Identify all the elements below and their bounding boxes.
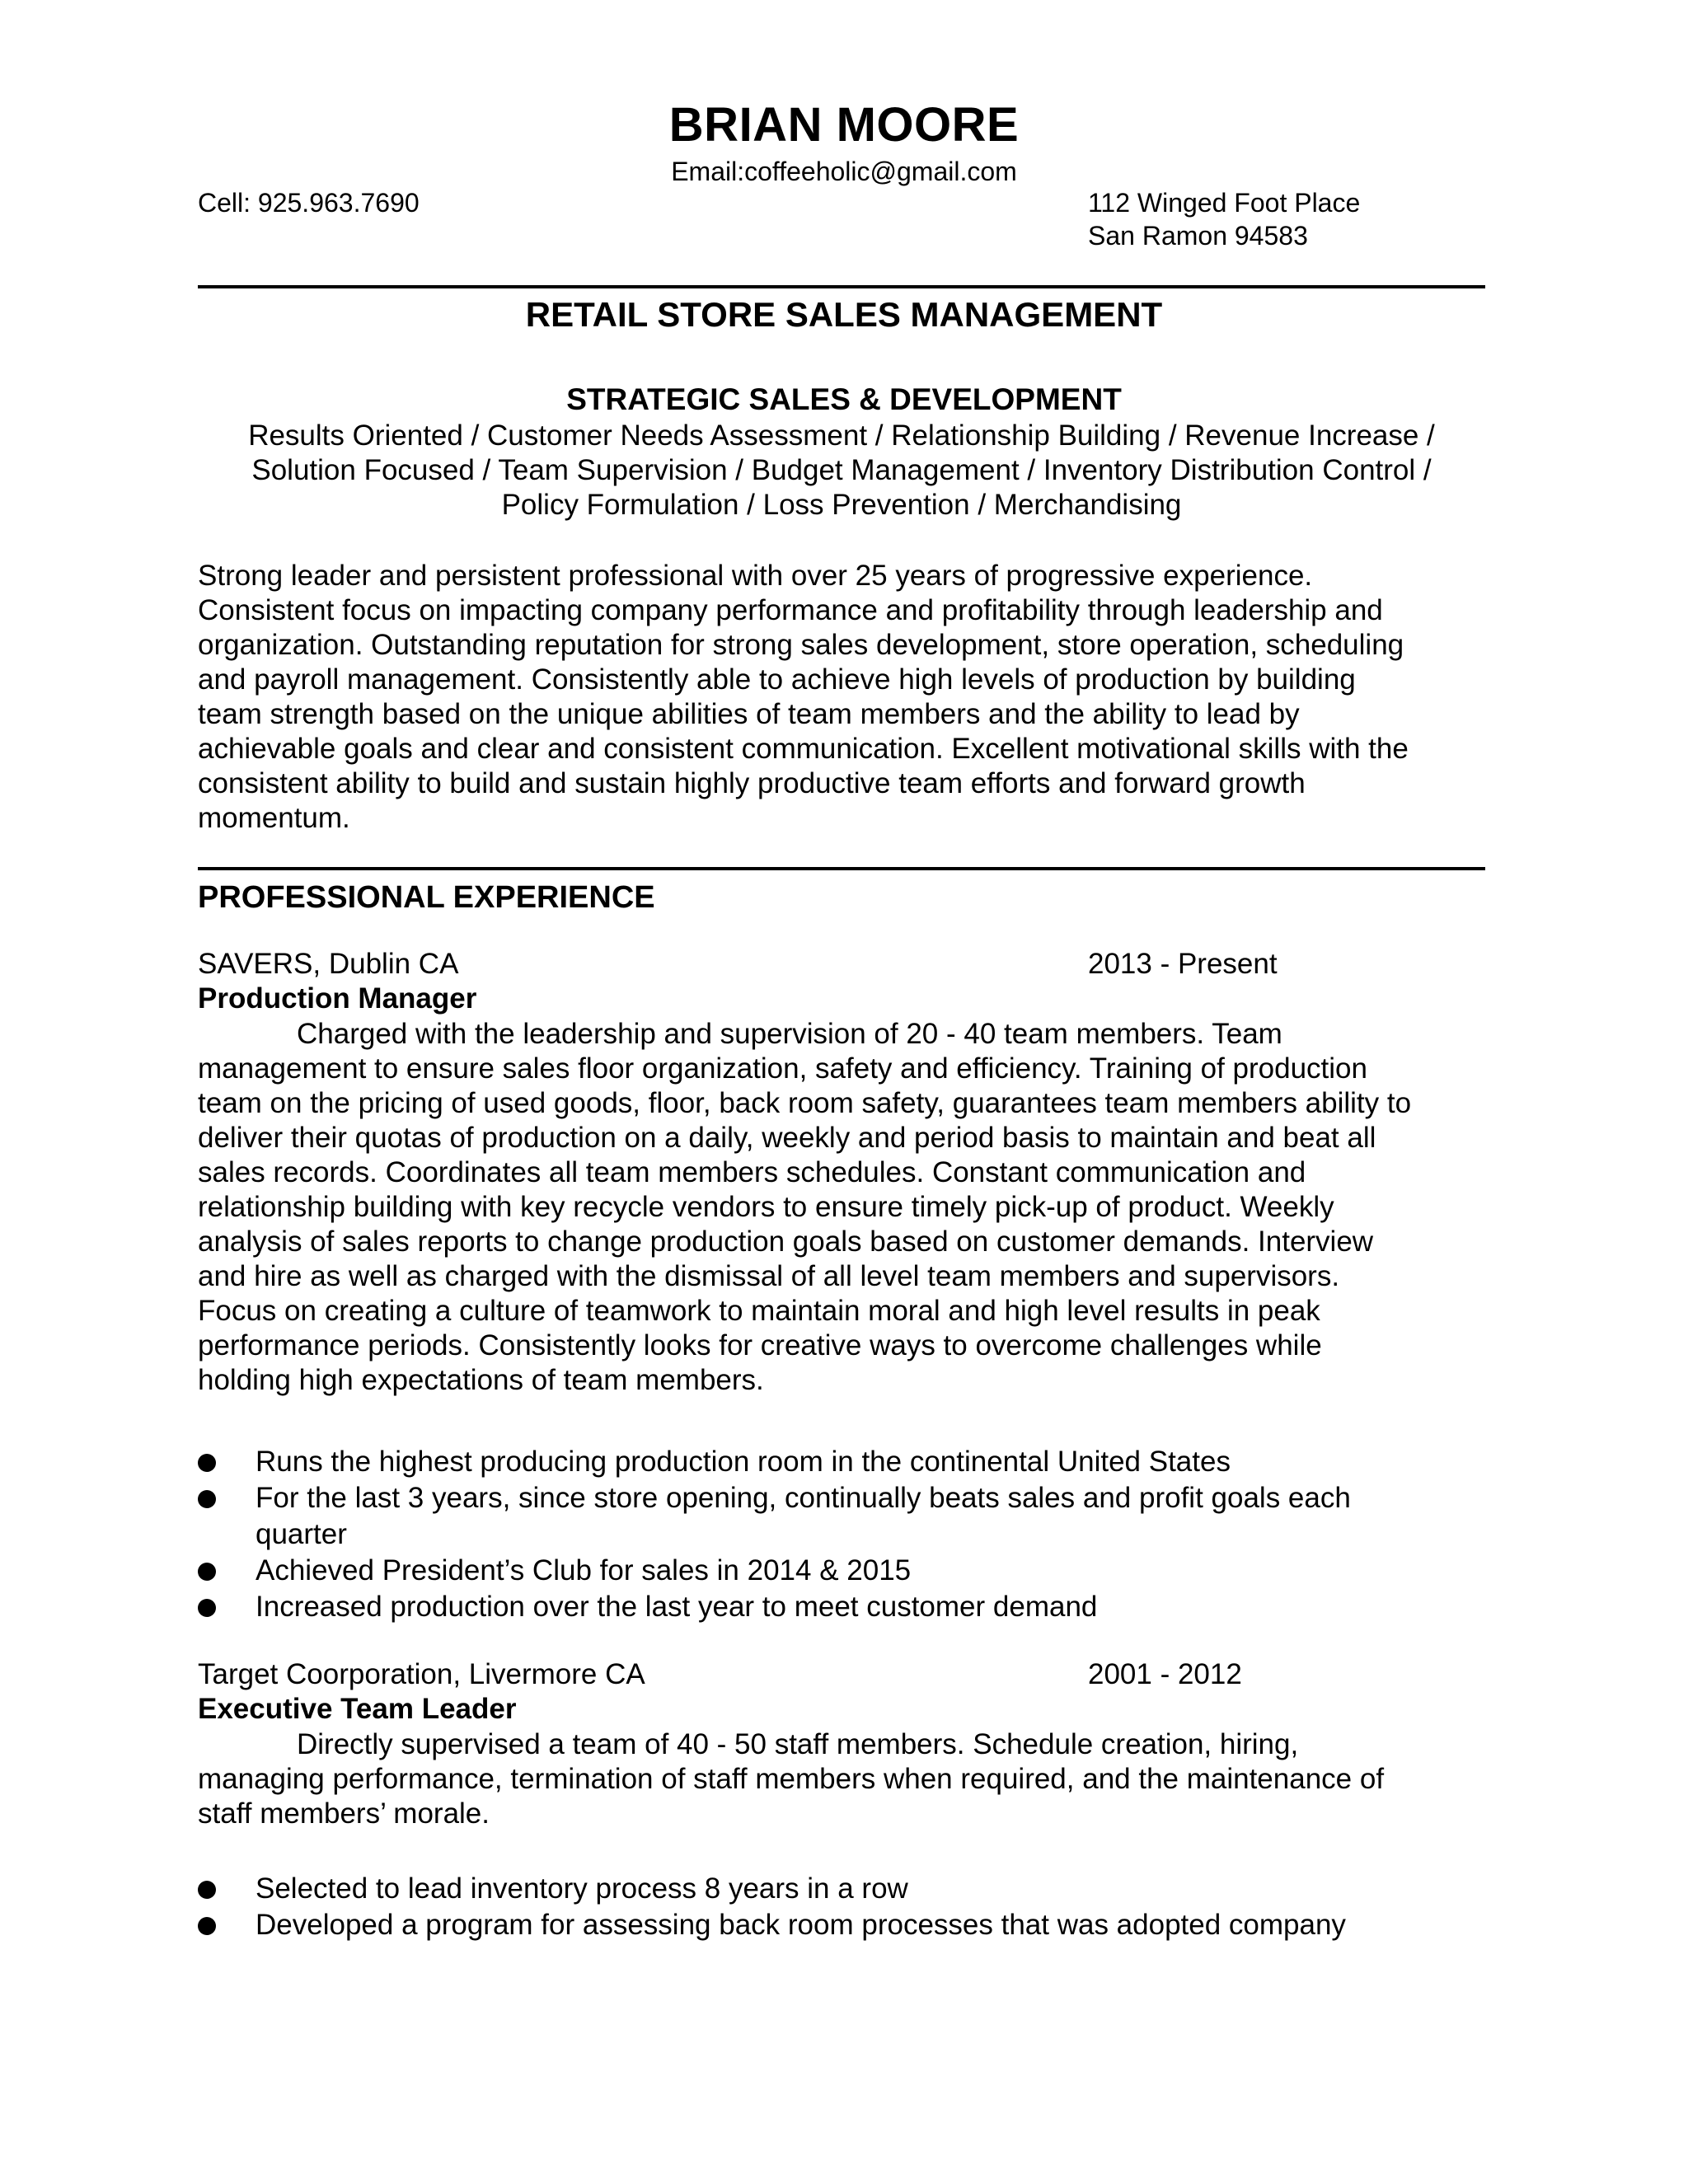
job-dates: 2001 - 2012 — [1088, 1658, 1242, 1690]
summary-line: consistent ability to build and sustain highly productive team efforts and forward growth — [198, 767, 1306, 799]
keywords-line: Solution Focused / Team Supervision / Budget Management / Inventory Distribution Control / — [251, 454, 1432, 486]
job-description — [198, 1017, 1500, 1398]
section-title-experience: PROFESSIONAL EXPERIENCE — [198, 880, 655, 915]
summary-line: organization. Outstanding reputation for strong sales development, store operation, scheduling — [198, 629, 1404, 661]
description-line: and hire as well as charged with the dismissal of all level team members and supervisors. — [198, 1260, 1340, 1292]
achievements-list — [198, 1871, 1500, 1943]
list-item-text: Developed a program for assessing back room processes that was adopted company — [256, 1909, 1346, 1941]
list-item-text: Achieved President’s Club for sales in 2014 & 2015 — [256, 1554, 912, 1586]
address-city: San Ramon 94583 — [1088, 221, 1308, 251]
description-line: staff members’ morale. — [198, 1797, 490, 1830]
list-item — [198, 1444, 1500, 1480]
keywords-line: Results Oriented / Customer Needs Assessment / Relationship Building / Revenue Increase / — [248, 419, 1435, 452]
bullet-icon — [198, 1881, 216, 1899]
summary-line: Strong leader and persistent professional with over 25 years of progressive experience. — [198, 560, 1313, 592]
bullet-icon — [198, 1599, 216, 1617]
email-line: Email:coffeeholic@gmail.com — [671, 157, 1017, 186]
list-item-text: Runs the highest producing production room in the continental United States — [256, 1446, 1231, 1478]
achievements-list — [198, 1444, 1500, 1625]
description-line: relationship building with key recycle vendors to ensure timely pick-up of product. Weekly — [198, 1191, 1334, 1223]
description-line: Directly supervised a team of 40 - 50 staff members. Schedule creation, hiring, — [297, 1728, 1299, 1760]
description-line: deliver their quotas of production on a daily, weekly and period basis to maintain and beat all — [198, 1122, 1376, 1154]
list-item-text: Increased production over the last year to meet customer demand — [256, 1591, 1098, 1623]
address-street: 112 Winged Foot Place — [1088, 188, 1361, 218]
summary-line: achievable goals and clear and consistent communication. Excellent motivational skills with the — [198, 733, 1409, 765]
description-line: team on the pricing of used goods, floor, back room safety, guarantees team members ability to — [198, 1087, 1412, 1119]
list-item-text: For the last 3 years, since store opening, continually beats sales and profit goals each — [256, 1482, 1351, 1514]
summary-paragraph — [198, 559, 1500, 836]
list-item-text: quarter — [256, 1518, 347, 1550]
cell-phone: Cell: 925.963.7690 — [198, 188, 420, 218]
header-divider — [198, 285, 1485, 288]
list-item — [198, 1871, 1500, 1907]
bullet-icon — [198, 1563, 216, 1581]
job-company: Target Coorporation, Livermore CA — [198, 1658, 645, 1690]
list-item — [198, 1553, 1500, 1589]
keywords-line: Policy Formulation / Loss Prevention / Merchandising — [501, 489, 1182, 521]
applicant-name: BRIAN MOORE — [668, 98, 1020, 152]
description-line: performance periods. Consistently looks for creative ways to overcome challenges while — [198, 1329, 1322, 1361]
description-line: managing performance, termination of staff members when required, and the maintenance of — [198, 1763, 1385, 1795]
resume-subheadline: STRATEGIC SALES & DEVELOPMENT — [566, 382, 1122, 416]
bullet-icon — [198, 1454, 216, 1472]
summary-line: Consistent focus on impacting company performance and profitability through leadership and — [198, 594, 1383, 626]
keywords-block — [198, 419, 1485, 523]
job-title: Executive Team Leader — [198, 1693, 517, 1725]
description-line: Charged with the leadership and supervision of 20 - 40 team members. Team — [297, 1018, 1282, 1050]
description-line: management to ensure sales floor organization, safety and efficiency. Training of production — [198, 1052, 1367, 1085]
description-line: Focus on creating a culture of teamwork to maintain moral and high level results in peak — [198, 1295, 1320, 1327]
job-company: SAVERS, Dublin CA — [198, 948, 459, 980]
description-line: holding high expectations of team members. — [198, 1364, 764, 1396]
job-description — [198, 1727, 1500, 1831]
list-item — [198, 1589, 1500, 1625]
description-line: sales records. Coordinates all team members schedules. Constant communication and — [198, 1156, 1306, 1188]
resume-headline: RETAIL STORE SALES MANAGEMENT — [525, 295, 1163, 334]
job-dates: 2013 - Present — [1088, 948, 1278, 980]
experience-divider — [198, 867, 1485, 870]
job-title: Production Manager — [198, 982, 477, 1015]
bullet-icon — [198, 1917, 216, 1935]
list-item — [198, 1480, 1500, 1553]
summary-line: team strength based on the unique abilities of team members and the ability to lead by — [198, 698, 1300, 730]
summary-line: momentum. — [198, 802, 350, 834]
description-line: analysis of sales reports to change production goals based on customer demands. Interview — [198, 1226, 1374, 1258]
bullet-icon — [198, 1490, 216, 1508]
list-item-text: Selected to lead inventory process 8 years in a row — [256, 1872, 908, 1905]
list-item — [198, 1907, 1500, 1943]
summary-line: and payroll management. Consistently able to achieve high levels of production by building — [198, 663, 1356, 696]
